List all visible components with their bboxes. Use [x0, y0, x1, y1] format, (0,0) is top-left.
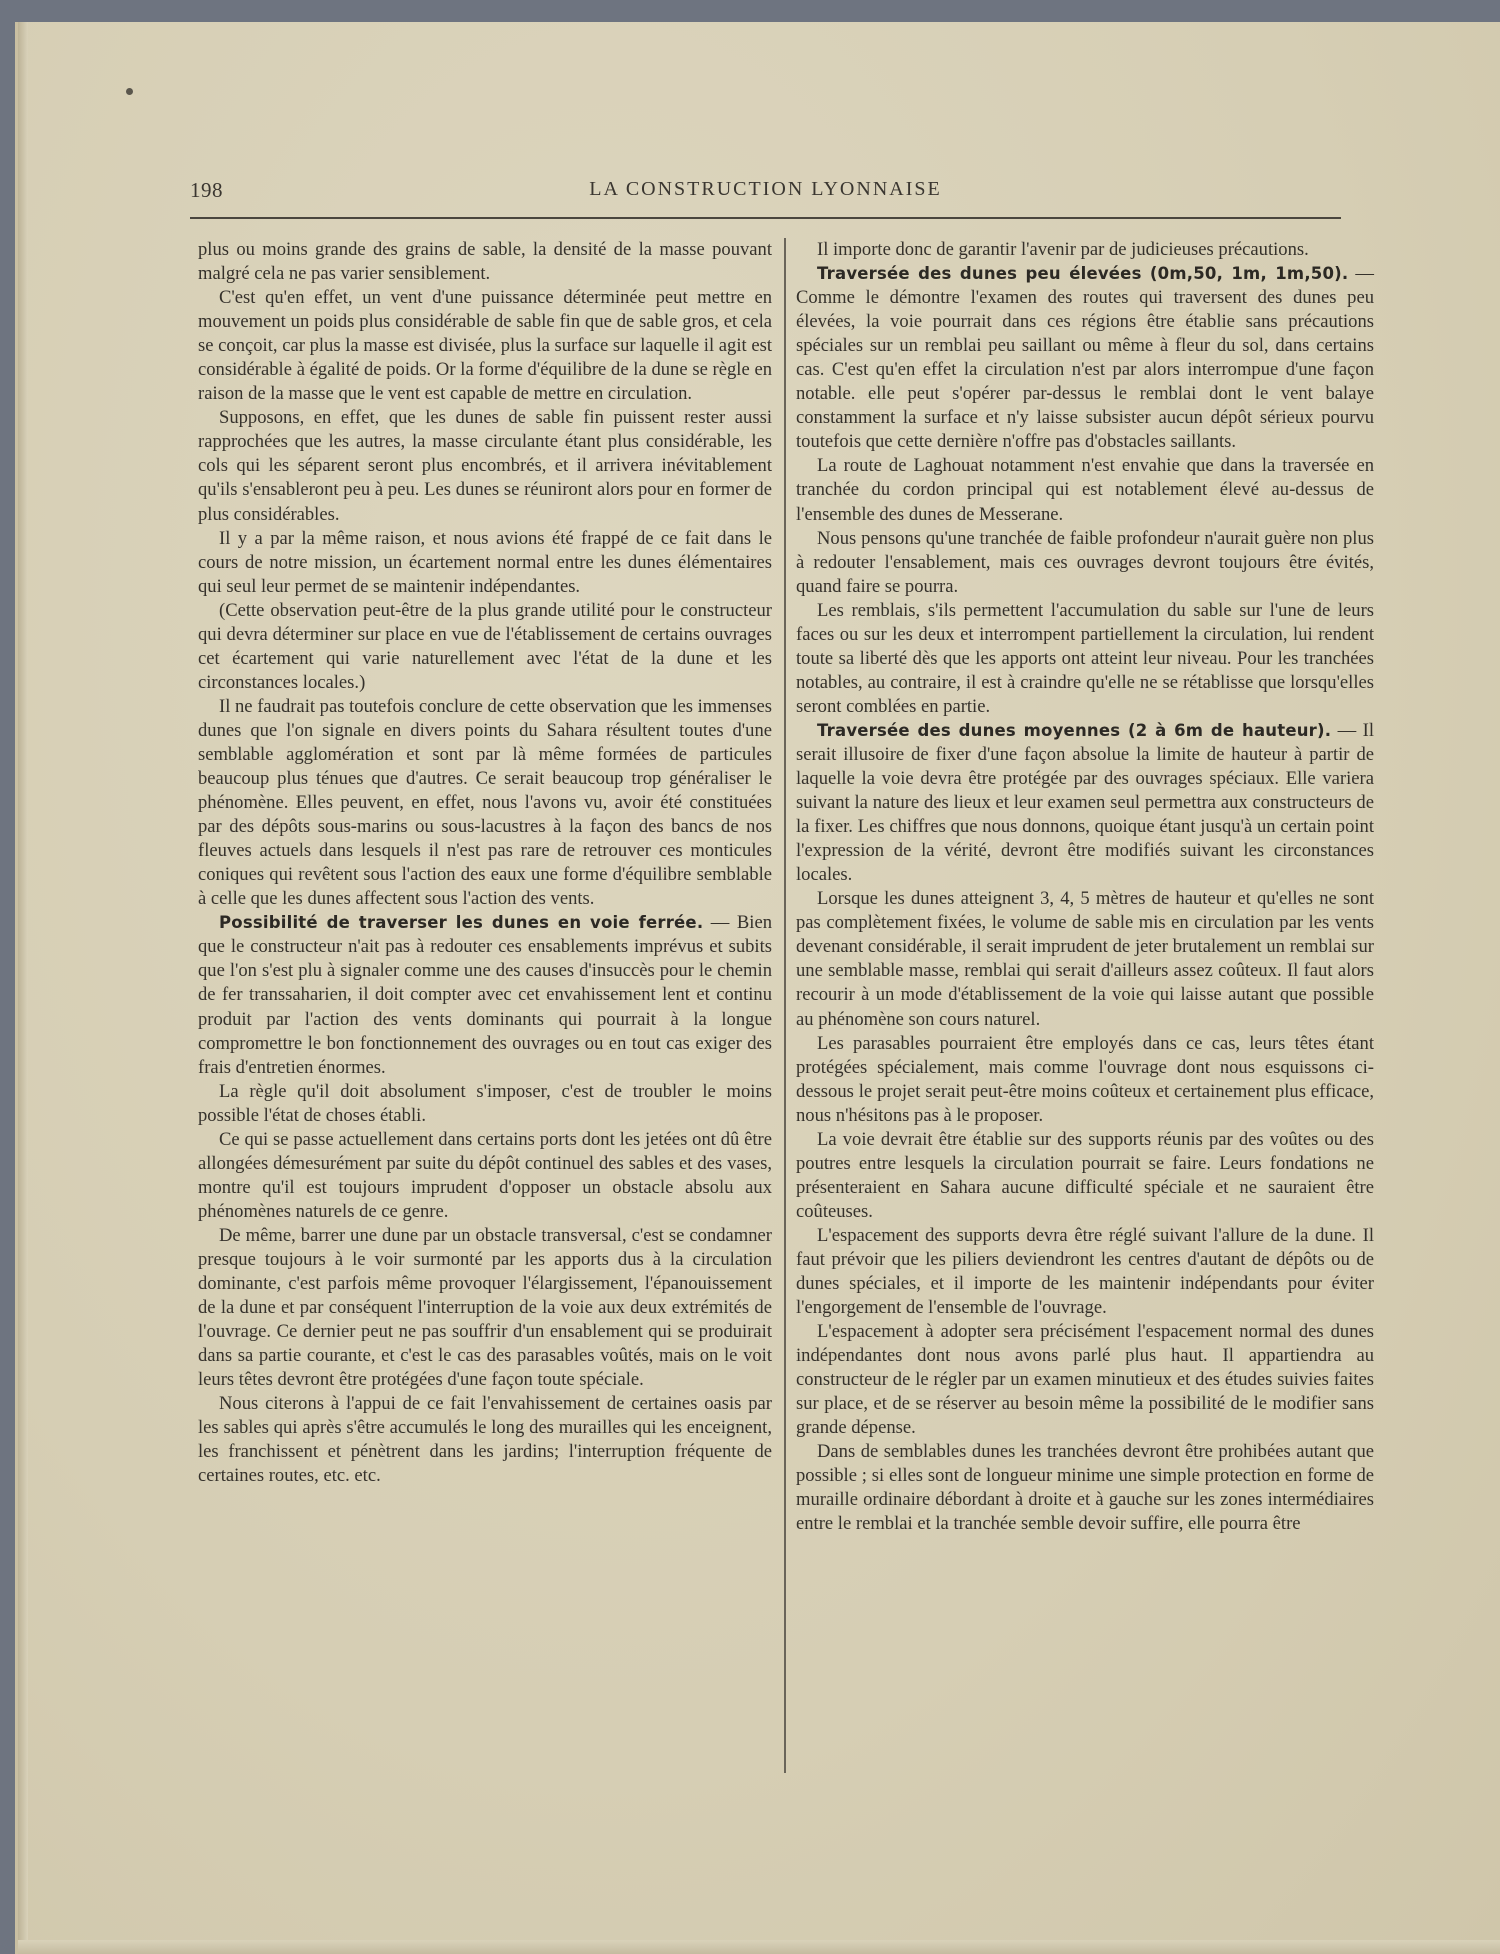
left-text-column	[198, 238, 772, 1488]
paragraph	[198, 406, 772, 526]
paper-speck	[126, 88, 133, 95]
paragraph-text: — Il serait illusoire de fixer d'une façon absolue la limite de hauteur à partir de laquelle la voie devra être protégée par des ouvrages spéciaux. Elle variera suivant la nature des lieux et leur examen seul permettra aux constructeurs de la fixer. Les chiffres que nous donnons, quoique étant jusqu'à un certain point l'expression de la vérité, devront être modifiés suivant les circonstances locales.	[796, 719, 1374, 886]
paragraph	[198, 599, 772, 695]
paragraph-text: (Cette observation peut-être de la plus grande utilité pour le constructeur qui devra déterminer sur place en vue de l'établissement de certains ouvrages cet écartement qui varie naturellement avec l'état de la dune et les circonstances locales.)	[198, 599, 772, 693]
paragraph	[796, 1032, 1374, 1128]
paragraph	[198, 1224, 772, 1392]
paragraph-text: De même, barrer une dune par un obstacle transversal, c'est se condamner presque toujours à le voir surmonté par les apports dus à la circulation dominante, c'est parfois même provoquer l'élargissement, l'épanouissement de la dune et par conséquent l'interruption de la voie aux deux extrémités de l'ouvrage. Ce dernier peut ne pas souffrir d'un ensablement qui se produirait dans sa partie courante, et c'est le cas des parasables voûtés, mais on le voit leurs têtes devront être protégées d'une façon toute spéciale.	[198, 1224, 772, 1391]
running-title: LA CONSTRUCTION LYONNAISE	[589, 178, 942, 200]
paragraph-text: — Bien que le constructeur n'ait pas à redouter ces ensablements imprévus et subits que l'on s'est plu à signaler comme une des causes d'insuccès pour le chemin de fer transsaharien, il doit compter avec cet envahissement lent et continu produit par l'action des vents dominants qui pourrait à la longue compromettre le bon fonctionnement des ouvrages ou en tout cas exiger des frais d'entretien énormes.	[198, 912, 772, 1078]
paragraph-text: La voie devrait être établie sur des supports réunis par des voûtes ou des poutres entre lesquels la circulation pourrait se faire. Leurs fondations ne présenteraient en Sahara aucune difficulté spéciale et ne sauraient être coûteuses.	[796, 1128, 1374, 1222]
paragraph-text: Il ne faudrait pas toutefois conclure de cette observation que les immenses dunes que l'on signale en divers points du Sahara résultent toutes d'une semblable agglomération et sont par là même formées de particules beaucoup plus ténues que d'autres. Ce serait beaucoup trop généraliser le phénomène. Elles peuvent, en effet, nous l'avons vu, avoir été constituées par des dépôts sous-marins ou sous-lacustres à la façon des bancs de nos fleuves actuels dans lesquels il n'est pas rare de retrouver ces monticules coniques qui revêtent sous l'action des eaux une forme d'équilibre semblable à celle que les dunes affectent sous l'action des vents.	[198, 695, 772, 910]
section-heading: Traversée des dunes peu élevées (0m,50, 1m, 1m,50).	[817, 264, 1349, 284]
paragraph-text: Nous pensons qu'une tranchée de faible profondeur n'aurait guère non plus à redouter l'ensablement, mais ces ouvrages devront toujours être évités, quand faire se pourra.	[796, 527, 1374, 597]
paragraph-text: Il y a par la même raison, et nous avions été frappé de ce fait dans le cours de notre mission, un écartement normal entre les dunes élémentaires qui seul leur permet de se maintenir indépendantes.	[198, 527, 772, 597]
paragraph-text: plus ou moins grande des grains de sable, la densité de la masse pouvant malgré cela ne pas varier sensiblement.	[198, 239, 772, 285]
paragraph-text: Lorsque les dunes atteignent 3, 4, 5 mètres de hauteur et qu'elles ne sont pas complètement fixées, le volume de sable mis en circulation par les vents devenant considérable, il serait imprudent de jeter brutalement un remblai sur une semblable masse, remblai qui serait d'ailleurs assez coûteux. Il faut alors recourir à un mode d'établissement de la voie qui laisse autant que possible au phénomène son cours naturel.	[796, 888, 1374, 1030]
paragraph-text: L'espacement des supports devra être réglé suivant l'allure de la dune. Il faut prévoir que les piliers deviendront les centres d'autant de dépôts ou de dunes spéciales, et il importe de les maintenir indépendants pour éviter l'engorgement de l'ensemble de l'ouvrage.	[796, 1224, 1374, 1319]
page-bottom-edge	[18, 1940, 1500, 1954]
paragraph	[198, 695, 772, 911]
header-rule	[190, 217, 1341, 219]
paragraph	[796, 1440, 1374, 1536]
paragraph-text: C'est qu'en effet, un vent d'une puissance déterminée peut mettre en mouvement un poids plus considérable de sable fin que de sable gros, et cela se conçoit, car plus la masse est divisée, plus la surface sur laquelle il agit est considérable à égalité de poids. Or la forme d'équilibre de la dune se règle en raison de la masse que le vent est capable de mettre en circulation.	[198, 287, 772, 405]
page-fold-shadow	[18, 22, 28, 1954]
paragraph	[198, 1128, 772, 1224]
paragraph-text: — Comme le démontre l'examen des routes qui traversent des dunes peu élevées, la voie pourrait dans ces régions être établie sans précautions spéciales sur un remblai peu saillant ou même à fleur du sol, dans certains cas. C'est qu'en effet la circulation n'est par alors interrompue d'une façon notable. elle peut s'opérer par-dessus le remblai dont le vent balaye constamment la surface et n'y laisse subsister aucun dépôt sérieux pourvu toutefois que cette dernière n'offre pas d'obstacles saillants.	[796, 263, 1374, 453]
paragraph	[198, 527, 772, 599]
paragraph	[796, 1320, 1374, 1440]
section-heading: Possibilité de traverser les dunes en voie ferrée.	[219, 913, 704, 933]
column-divider	[784, 238, 786, 1773]
paragraph-text: Les remblais, s'ils permettent l'accumulation du sable sur l'une de leurs faces ou sur les deux et interrompent partiellement la circulation, lui rendent toute sa liberté dès que les apports ont atteint leur niveau. Pour les tranchées notables, au contraire, il est à craindre qu'elle ne se rétablisse que lorsqu'elles seront comblées en partie.	[796, 599, 1374, 717]
paragraph	[198, 911, 772, 1079]
paragraph	[796, 238, 1374, 262]
paragraph	[796, 887, 1374, 1031]
paragraph-text: Dans de semblables dunes les tranchées devront être prohibées autant que possible ; si elles sont de longueur minime une simple protection en forme de muraille ordinaire débordant à droite et à gauche sur les zones intermédiaires entre le remblai et la tranchée semble devoir suffire, elle pourra être	[796, 1441, 1374, 1535]
paragraph	[198, 1080, 772, 1128]
paragraph-text: Nous citerons à l'appui de ce fait l'envahissement de certaines oasis par les sables qui après s'être accumulés le long des murailles qui les enceignent, les franchissent et pénètrent dans les jardins; l'interruption fréquente de certaines routes, etc. etc.	[198, 1393, 772, 1487]
paragraph	[198, 1392, 772, 1488]
page-number: 198	[190, 178, 223, 202]
paragraph-text: Les parasables pourraient être employés dans ce cas, leurs têtes étant protégées spécialement, mais comme l'ouvrage dont nous esquissons ci-dessous le projet serait peut-être moins coûteux et certainement plus efficace, nous n'hésitons pas à le proposer.	[796, 1032, 1374, 1126]
paragraph	[796, 262, 1374, 454]
paragraph-text: Supposons, en effet, que les dunes de sable fin puissent rester aussi rapprochées que les autres, la masse circulante étant plus considérable, les cols qui les séparent seront plus encombrés, et il arrivera inévitablement qu'ils s'ensableront peu à peu. Les dunes se réuniront alors pour en former de plus considérables.	[198, 407, 772, 525]
paragraph	[796, 527, 1374, 599]
paragraph	[796, 599, 1374, 719]
paragraph	[198, 238, 772, 286]
page-header	[190, 178, 1341, 208]
paragraph	[796, 1224, 1374, 1320]
paragraph	[796, 1128, 1374, 1224]
paragraph-text: Ce qui se passe actuellement dans certains ports dont les jetées ont dû être allongées démesurément par suite du dépôt continuel des sables et des vases, montre qu'il est toujours imprudent d'opposer un obstacle absolu aux phénomènes naturels de ce genre.	[198, 1128, 772, 1222]
paragraph	[198, 286, 772, 406]
right-text-column	[796, 238, 1374, 1537]
paragraph	[796, 719, 1374, 887]
paragraph-text: La règle qu'il doit absolument s'imposer, c'est de troubler le moins possible l'état de choses établi.	[198, 1080, 772, 1126]
paragraph-text: Il importe donc de garantir l'avenir par de judicieuses précautions.	[817, 239, 1309, 260]
paragraph-text: L'espacement à adopter sera précisément l'espacement normal des dunes indépendantes dont nous avons parlé plus haut. Il appartiendra au constructeur de le régler par un examen minutieux et des études suivies faites sur place, et de se réserver au besoin même la possibilité de le modifier sans grande dépense.	[796, 1321, 1374, 1439]
paragraph	[796, 454, 1374, 526]
paragraph-text: La route de Laghouat notamment n'est envahie que dans la traversée en tranchée du cordon principal qui est notablement élevé au-dessus de l'ensemble des dunes de Messerane.	[796, 455, 1374, 525]
section-heading: Traversée des dunes moyennes (2 à 6m de hauteur).	[817, 720, 1332, 740]
